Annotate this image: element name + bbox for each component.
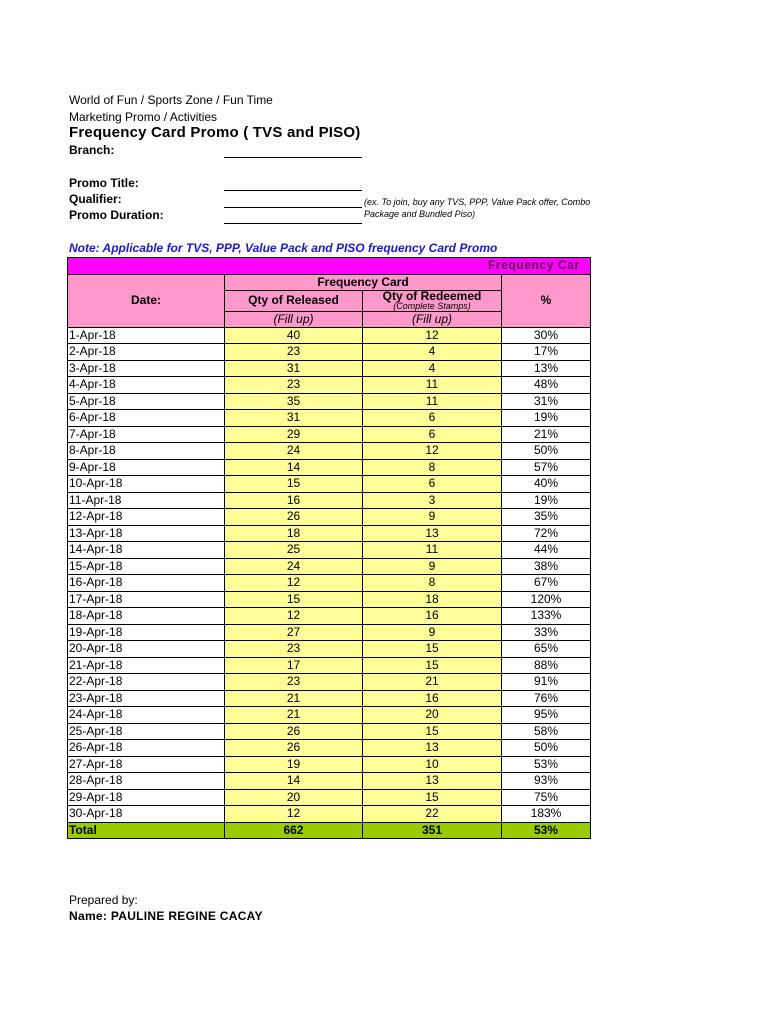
date-cell: 7-Apr-18 [68,426,225,443]
table-row [68,806,591,823]
table-row [68,690,591,707]
table-row [68,624,591,641]
total-percent: 53% [502,822,591,839]
qty-released-cell: 21 [225,707,363,724]
date-cell: 5-Apr-18 [68,393,225,410]
table-row [68,410,591,427]
qty-released-cell: 27 [225,624,363,641]
table-row [68,591,591,608]
qty-redeemed-cell: 9 [363,509,502,526]
qty-redeemed-header [363,290,502,311]
qty-redeemed-cell: 13 [363,773,502,790]
table-row [68,707,591,724]
date-cell: 25-Apr-18 [68,723,225,740]
qty-redeemed-cell: 13 [363,525,502,542]
table-row [68,377,591,394]
qty-redeemed-cell: 13 [363,740,502,757]
promo-title-label: Promo Title: [69,176,139,190]
qty-released-cell: 25 [225,542,363,559]
qty-redeemed-fill-note: (Fill up) [363,311,502,327]
department-line: Marketing Promo / Activities [69,110,218,124]
qualifier-note: (ex. To join, buy any TVS, PPP, Value Pack offer, Combo Package and Bundled Piso) [364,197,591,219]
table-row [68,756,591,773]
percent-cell: 48% [502,377,591,394]
table-banner-row [68,258,591,275]
table-row [68,723,591,740]
table-row [68,773,591,790]
qty-redeemed-cell: 15 [363,657,502,674]
company-line: World of Fun / Sports Zone / Fun Time [69,93,273,107]
percent-cell: 53% [502,756,591,773]
total-redeemed: 351 [363,822,502,839]
branch-field-line [224,157,362,158]
qty-redeemed-cell: 4 [363,360,502,377]
table-row [68,443,591,460]
qty-released-cell: 15 [225,476,363,493]
percent-cell: 76% [502,690,591,707]
date-cell: 3-Apr-18 [68,360,225,377]
table-row [68,492,591,509]
percent-cell: 50% [502,443,591,460]
qty-redeemed-cell: 20 [363,707,502,724]
qty-redeemed-cell: 6 [363,476,502,493]
date-cell: 16-Apr-18 [68,575,225,592]
date-cell: 8-Apr-18 [68,443,225,460]
qty-released-cell: 31 [225,360,363,377]
percent-cell: 50% [502,740,591,757]
date-cell: 18-Apr-18 [68,608,225,625]
percent-cell: 31% [502,393,591,410]
qty-released-cell: 23 [225,641,363,658]
date-cell: 17-Apr-18 [68,591,225,608]
qty-released-cell: 26 [225,723,363,740]
table-row [68,542,591,559]
qty-released-cell: 24 [225,558,363,575]
percent-cell: 33% [502,624,591,641]
qty-redeemed-cell: 9 [363,558,502,575]
qty-released-cell: 14 [225,773,363,790]
qty-redeemed-label: Qty of Redeemed [382,290,482,303]
date-header: Date: [68,274,225,327]
qty-released-cell: 23 [225,377,363,394]
date-cell: 28-Apr-18 [68,773,225,790]
date-cell: 14-Apr-18 [68,542,225,559]
table-row [68,327,591,344]
date-cell: 9-Apr-18 [68,459,225,476]
qty-released-cell: 26 [225,509,363,526]
date-cell: 12-Apr-18 [68,509,225,526]
qty-released-cell: 24 [225,443,363,460]
qty-released-cell: 40 [225,327,363,344]
percent-cell: 95% [502,707,591,724]
qty-released-fill-note: (Fill up) [225,311,363,327]
date-cell: 10-Apr-18 [68,476,225,493]
percent-cell: 21% [502,426,591,443]
qty-released-cell: 21 [225,690,363,707]
table-row [68,509,591,526]
qty-redeemed-cell: 15 [363,789,502,806]
qty-released-cell: 12 [225,806,363,823]
date-cell: 6-Apr-18 [68,410,225,427]
qty-redeemed-cell: 9 [363,624,502,641]
percent-cell: 65% [502,641,591,658]
total-row [68,822,591,839]
table-row [68,740,591,757]
qty-redeemed-cell: 16 [363,608,502,625]
percent-cell: 183% [502,806,591,823]
qty-released-cell: 16 [225,492,363,509]
date-cell: 2-Apr-18 [68,344,225,361]
promo-title-field-line [224,190,362,191]
promo-duration-field-line [224,223,362,224]
qty-released-header: Qty of Released [225,290,363,311]
percent-cell: 19% [502,492,591,509]
qty-redeemed-cell: 4 [363,344,502,361]
qty-released-cell: 23 [225,344,363,361]
qty-redeemed-cell: 11 [363,393,502,410]
frequency-card-table [67,257,591,839]
percent-cell: 44% [502,542,591,559]
table-banner: Frequency Car [68,258,591,275]
date-cell: 11-Apr-18 [68,492,225,509]
percent-cell: 17% [502,344,591,361]
table-row [68,525,591,542]
qty-redeemed-cell: 11 [363,377,502,394]
qty-redeemed-cell: 15 [363,723,502,740]
table-row [68,393,591,410]
qty-redeemed-cell: 21 [363,674,502,691]
promo-duration-label: Promo Duration: [69,208,164,222]
percent-cell: 35% [502,509,591,526]
qty-redeemed-cell: 8 [363,575,502,592]
percent-cell: 57% [502,459,591,476]
qty-redeemed-cell: 22 [363,806,502,823]
prepared-by-label: Prepared by: [69,893,138,907]
date-cell: 1-Apr-18 [68,327,225,344]
qty-released-cell: 19 [225,756,363,773]
date-cell: 22-Apr-18 [68,674,225,691]
header-row-1 [68,274,591,290]
branch-label: Branch: [69,143,115,157]
table-row [68,608,591,625]
percent-cell: 133% [502,608,591,625]
percent-cell: 75% [502,789,591,806]
qty-redeemed-cell: 16 [363,690,502,707]
date-cell: 19-Apr-18 [68,624,225,641]
percent-cell: 40% [502,476,591,493]
date-cell: 23-Apr-18 [68,690,225,707]
table-row [68,558,591,575]
percent-cell: 91% [502,674,591,691]
qty-released-cell: 14 [225,459,363,476]
table-row [68,575,591,592]
qty-released-cell: 12 [225,608,363,625]
applicability-note: Note: Applicable for TVS, PPP, Value Pack and PISO frequency Card Promo [69,241,498,255]
table-row [68,789,591,806]
date-cell: 13-Apr-18 [68,525,225,542]
qty-redeemed-cell: 6 [363,410,502,427]
percent-cell: 67% [502,575,591,592]
percent-cell: 30% [502,327,591,344]
qty-redeemed-cell: 10 [363,756,502,773]
qty-redeemed-cell: 6 [363,426,502,443]
qualifier-field-line [224,207,362,208]
percent-cell: 19% [502,410,591,427]
qty-redeemed-cell: 11 [363,542,502,559]
table-row [68,426,591,443]
preparer-name: Name: PAULINE REGINE CACAY [69,909,263,923]
date-cell: 29-Apr-18 [68,789,225,806]
qty-released-cell: 23 [225,674,363,691]
qualifier-label: Qualifier: [69,192,122,206]
date-cell: 20-Apr-18 [68,641,225,658]
total-released: 662 [225,822,363,839]
percent-cell: 38% [502,558,591,575]
qty-redeemed-cell: 12 [363,443,502,460]
date-cell: 24-Apr-18 [68,707,225,724]
percent-cell: 13% [502,360,591,377]
percent-cell: 93% [502,773,591,790]
qty-released-cell: 12 [225,575,363,592]
percent-header: % [502,274,591,327]
percent-cell: 72% [502,525,591,542]
table-row [68,459,591,476]
qty-redeemed-cell: 18 [363,591,502,608]
table-row [68,344,591,361]
qty-released-cell: 15 [225,591,363,608]
date-cell: 21-Apr-18 [68,657,225,674]
qty-redeemed-cell: 3 [363,492,502,509]
percent-cell: 120% [502,591,591,608]
frequency-card-group-header: Frequency Card [225,274,502,290]
page-title: Frequency Card Promo ( TVS and PISO) [69,124,361,141]
percent-cell: 58% [502,723,591,740]
table-row [68,674,591,691]
qty-redeemed-cell: 12 [363,327,502,344]
percent-cell: 88% [502,657,591,674]
date-cell: 4-Apr-18 [68,377,225,394]
qty-redeemed-cell: 8 [363,459,502,476]
date-cell: 15-Apr-18 [68,558,225,575]
qty-redeemed-cell: 15 [363,641,502,658]
table-row [68,360,591,377]
qty-released-cell: 26 [225,740,363,757]
date-cell: 27-Apr-18 [68,756,225,773]
table-row [68,641,591,658]
qty-released-cell: 35 [225,393,363,410]
qty-released-cell: 17 [225,657,363,674]
total-label: Total [68,822,225,839]
qty-released-cell: 31 [225,410,363,427]
qty-released-cell: 29 [225,426,363,443]
qty-released-cell: 20 [225,789,363,806]
qty-redeemed-subnote: (Complete Stamps) [393,300,471,311]
date-cell: 30-Apr-18 [68,806,225,823]
date-cell: 26-Apr-18 [68,740,225,757]
qty-released-cell: 18 [225,525,363,542]
table-row [68,657,591,674]
table-row [68,476,591,493]
